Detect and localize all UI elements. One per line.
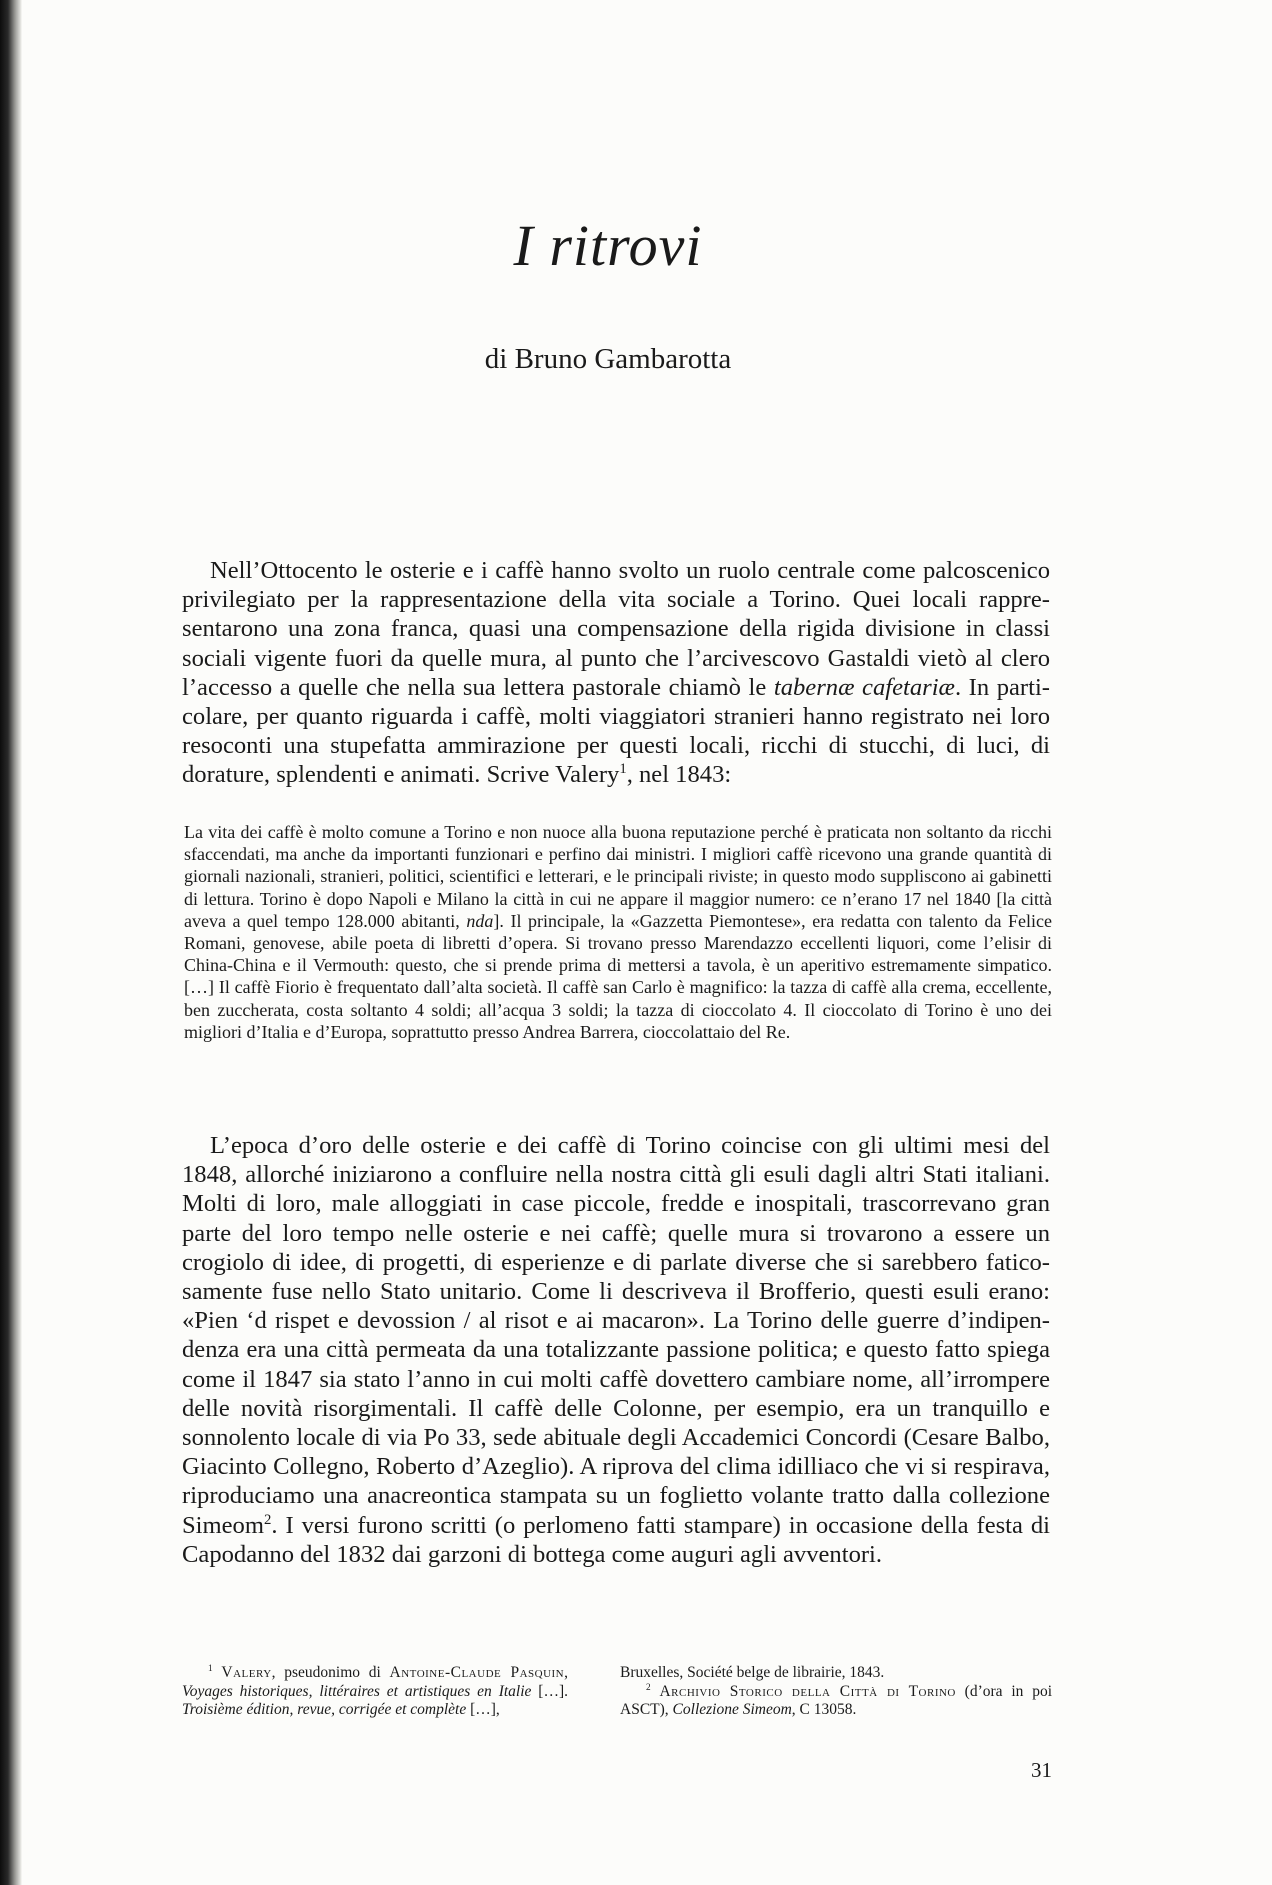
paragraph-text: . I versi furono scritti (o perlomeno fatti stampare) in occasione della festa di Capodanno del 1832 dai garzoni di bottega come auguri agli avventori.: [182, 1511, 1050, 1568]
footnote-text: ,: [564, 1664, 569, 1681]
author-real-name: Antoine-Claude Pasquin: [389, 1664, 565, 1681]
footnote-text: […].: [531, 1682, 568, 1700]
chapter-author: di Bruno Gambarotta: [484, 343, 732, 375]
edition-note: Troisième édition, revue, corrigée et complète: [182, 1701, 467, 1718]
paragraph-text: L’epoca d’oro delle osterie e dei caffè di Torino coincise con gli ultimi mesi del 1848, allorché iniziarono a confluire nella nostra città gli esuli dagli altri Stati italiani. Molti di loro, male alloggiati in case piccole, fredde e inospitali, trascorrevano gran parte del loro tempo nelle osterie e nei caffè; quelle mura si trovarono a essere un crogiolo di idee, di progetti, di esperienze e di parlate diverse che si sarebbero faticosamente fuse nello Stato unitario. Come li descriveva il Brofferio, questi esuli erano: «Pien ‘d rispet e devossion / al risot e ai macaron». La Torino delle guerre d’indipendenza era una città permeata da una totalizzante passione politica; e questo fatto spiega come il 1847 sia stato l’anno in cui molti caffè dovettero cambiare nome, all’irrompere delle novità risorgimentali. Il caffè delle Colonne, per esempio, era un tranquillo e sonnolento locale di via Po 33, sede abituale degli Accademici Concordi (Cesare Balbo, Giacinto Collegno, Roberto d’Azeglio). A riprova del clima idilliaco che vi si respirava, riproduciamo una anacreontica stampata su un foglietto volante tratto dalla collezione Simeom: [182, 1132, 1050, 1539]
footnote-column-right: [620, 1664, 1052, 1720]
footnote-text: , C 13058.: [791, 1701, 857, 1718]
quote-text: La vita dei caffè è molto comune a Torino e non nuoce alla buona reputazione perché è praticata non soltanto da ricchi sfaccendati, ma anche da importanti funzionari e perfino dai ministri. I migliori caffè ricevono una grande quantità di giornali nazionali, stranieri, politici, scientifici e letterari, e le principali riviste; in questo modo suppliscono ai gabinetti di lettura. Torino è dopo Napoli e Milano la città in cui ne appare il maggior numero: ce n’erano 17 nel 1840 [la città aveva a quel tempo 128.000 abitanti,: [184, 822, 1052, 931]
paragraph-text: , nel 1843:: [626, 761, 732, 789]
footnote-number: 2: [646, 1682, 651, 1693]
collection-name: Collezione Simeom: [672, 1701, 792, 1718]
paragraph-text: . In particolare, per quanto riguarda i caffè, molti viaggiatori stranieri hanno registrato nei loro resoconti una stupefatta ammirazione per questi locali, ricchi di stucchi, di luci, di dorature, splendenti e animati. Scrive Valery: [182, 673, 1050, 789]
chapter-title: I ritrovi: [513, 213, 703, 278]
book-title: Voyages historiques, littéraires et artistiques en Italie: [182, 1682, 532, 1700]
footnote-text: (d’ora in poi ASCT),: [620, 1682, 1053, 1718]
footnote-reference-1[interactable]: 1: [619, 761, 627, 778]
body-paragraph-1: [182, 556, 1050, 790]
body-paragraph-2: [182, 1131, 1050, 1569]
footnote-reference-2[interactable]: 2: [263, 1511, 272, 1528]
latin-term: tabernæ cafetariæ: [773, 673, 955, 701]
footnote-1-continuation: Bruxelles, Société belge de librairie, 1843.: [620, 1664, 885, 1681]
footnote-text: […],: [466, 1701, 500, 1718]
page-number: 31: [1031, 1758, 1052, 1782]
quote-text: ]. Il principale, la «Gazzetta Piemontese», era redatta con talento da Felice Romani, genovese, abile poeta di libretti d’opera. Si trovano presso Marendazzo eccellenti liquori, come l’elisir di China-China e il Vermouth: questo, che si prende prima di mettersi a tavola, è un aperitivo estremamente simpatico. […] Il caffè Fiorio è frequentato dall’alta società. Il caffè san Carlo è magnifico: la tazza di caffè alla crema, eccellente, ben zuccherata, costa soltanto 4 soldi; all’acqua 3 soldi; la tazza di cioccolato 4. Il cioccolato di Torino è uno dei migliori d’Italia e d’Europa, soprattutto presso Andrea Barrera, cioccolattaio del Re.: [184, 910, 1052, 1042]
footnote-2: [620, 1683, 1052, 1720]
footnote-number: 1: [208, 1663, 213, 1674]
footnote-text: , pseudonimo di: [271, 1664, 390, 1681]
footnote-1: [182, 1664, 568, 1720]
block-quote: [184, 821, 1052, 1043]
archive-name: Archivio Storico della Città di Torino: [659, 1682, 956, 1700]
editor-note: nda: [466, 910, 494, 931]
author-name: Valery: [221, 1664, 272, 1681]
paragraph-text: Nell’Ottocento le osterie e i caffè hanno svolto un ruolo centrale come palcoscenico privilegiato per la rappresentazione della vita sociale a Torino. Quei locali rappresentarono una zona franca, quasi una compensazione della rigida divisione in classi sociali vigente fuori da quelle mura, al punto che l’arcivescovo Gastaldi vietò al clero l’accesso a quelle che nella sua lettera pastorale chiamò le: [182, 557, 1050, 701]
page-spine-shadow: [0, 0, 22, 1885]
